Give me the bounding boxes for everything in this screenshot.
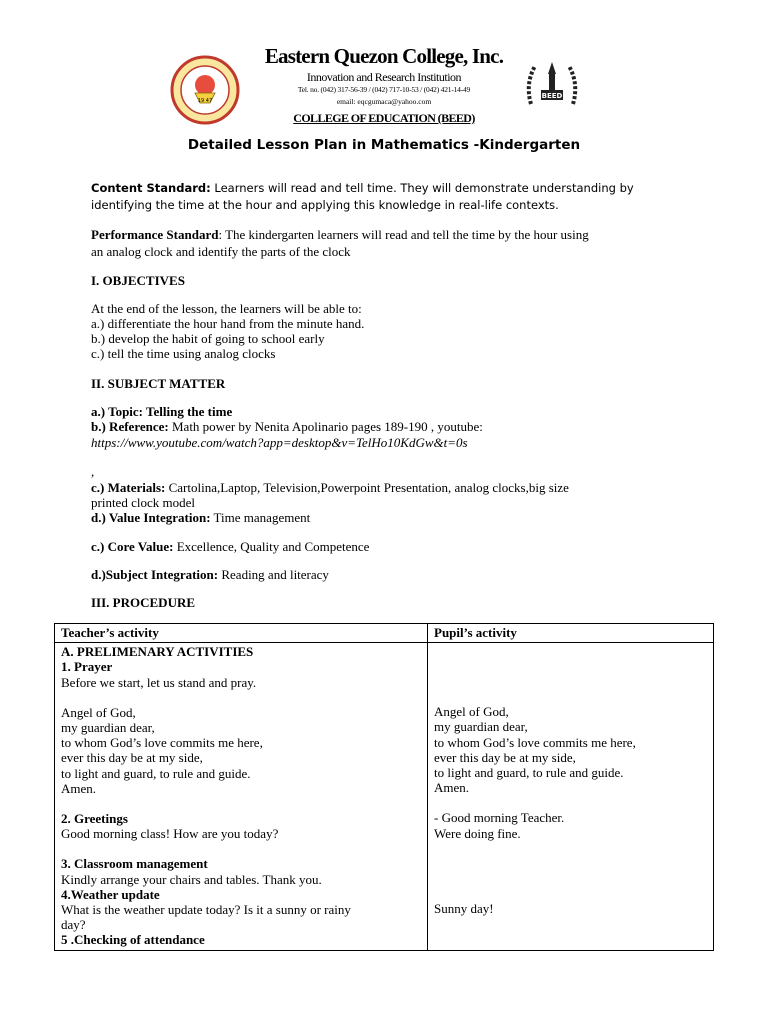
weather-pupil: Sunny day! [434,900,494,916]
stray-comma: , [91,464,95,479]
department-name: COLLEGE OF EDUCATION (BEED) [293,111,475,125]
prayer-line: my guardian dear, [61,720,155,736]
prayer-line: to light and guard, to rule and guide. [61,765,251,781]
content-standard-text-2: identifying the time at the hour and applying this knowledge in real-life contexts. [91,198,559,212]
greetings-pupil-2: Were doing fine. [434,825,521,841]
attendance-heading: 5 .Checking of attendance [61,932,205,948]
prayer-line: to whom God’s love commits me here, [61,735,263,751]
pupil-prayer-line: Amen. [434,780,470,796]
prayer-line: Amen. [61,780,97,796]
objective-item: a.) differentiate the hour hand from the minute hand. [91,316,365,331]
value-integration [91,510,691,525]
table-header-row [55,624,714,643]
reference-url: https://www.youtube.com/watch?app=desktop&v=TelHo10KdGw&t=0s [91,435,468,450]
weather-teacher-1: What is the weather update today? Is it a sunny or rainy [61,902,351,918]
subject-integration-label: d.)Subject Integration: [91,567,219,582]
objective-item: b.) develop the habit of going to school early [91,331,325,346]
email-address: email: eqcgumaca@yahoo.com [336,97,432,106]
greetings-teacher: Good morning class! How are you today? [61,826,279,842]
content-standard [91,180,691,197]
weather-teacher-2: day? [61,917,86,933]
performance-standard-label: Performance Standard [91,227,219,242]
beed-logo-text: BEED [541,92,563,100]
pupil-prayer-line: ever this day be at my side, [434,749,576,765]
prayer-heading: 1. Prayer [61,659,113,675]
objectives-heading: I. OBJECTIVES [91,273,185,288]
subject-matter-heading: II. SUBJECT MATTER [91,376,226,391]
value-integration-value: Time management [210,510,311,525]
procedure-table [54,623,714,951]
performance-standard [91,227,691,242]
pupil-column-header: Pupil’s activity [428,624,714,643]
subject-integration-value: Reading and literacy [218,567,329,582]
performance-standard-text-1: : The kindergarten learners will read and tell the time by the hour using [218,227,589,242]
greetings-pupil-1: - Good morning Teacher. [434,810,565,826]
materials-value: Cartolina,Laptop, Television,Powerpoint Presentation, analog clocks,big size [165,480,569,495]
procedure-heading: III. PROCEDURE [91,595,196,610]
subject-integration [91,567,691,582]
prayer-intro: Before we start, let us stand and pray. [61,674,257,690]
prayer-line: Angel of God, [61,704,136,720]
pupil-prayer-line: Angel of God, [434,704,509,720]
pupil-activity-cell [428,643,714,950]
preliminary-heading: A. PRELIMENARY ACTIVITIES [61,644,254,660]
materials-value-2: printed clock model [91,495,195,510]
objectives-intro: At the end of the lesson, the learners will be able to: [91,301,362,316]
reference-value: Math power by Nenita Apolinario pages 189-190 , youtube: [168,419,483,434]
college-name: Eastern Quezon College, Inc. [264,44,504,68]
institution-name: Innovation and Research Institution [306,70,462,84]
value-integration-label: d.) Value Integration: [91,510,211,525]
objective-item: c.) tell the time using analog clocks [91,346,276,361]
teacher-column-header: Teacher’s activity [55,624,428,643]
content-standard-label: Content Standard: [91,181,211,195]
materials [91,480,691,495]
content-standard-text-1: Learners will read and tell time. They will demonstrate understanding by [210,181,634,195]
reference-label: b.) Reference: [91,419,169,434]
classroom-heading: 3. Classroom management [61,856,208,872]
seal-year: 19 47 [197,98,213,104]
lesson-plan-title: Detailed Lesson Plan in Mathematics -Kindergarten [187,137,581,153]
pupil-prayer-line: to whom God’s love commits me here, [434,734,636,750]
reference [91,419,691,434]
materials-label: c.) Materials: [91,480,166,495]
weather-heading: 4.Weather update [61,886,160,902]
pupil-prayer-line: to light and guard, to rule and guide. [434,765,624,781]
telephone-numbers: Tel. no. (042) 317-56-39 / (042) 717-10-53 / (042) 421-14-49 [297,85,471,94]
pupil-prayer-line: my guardian dear, [434,719,528,735]
core-value-value: Excellence, Quality and Competence [173,539,370,554]
prayer-line: ever this day be at my side, [61,750,203,766]
classroom-teacher: Kindly arrange your chairs and tables. Thank you. [61,871,322,887]
teacher-activity-cell [55,643,428,950]
topic: a.) Topic: Telling the time [91,404,233,419]
core-value-label: c.) Core Value: [91,539,174,554]
greetings-heading: 2. Greetings [61,811,128,827]
performance-standard-text-2: an analog clock and identify the parts of the clock [91,244,351,259]
core-value [91,539,691,554]
table-row [55,643,714,950]
